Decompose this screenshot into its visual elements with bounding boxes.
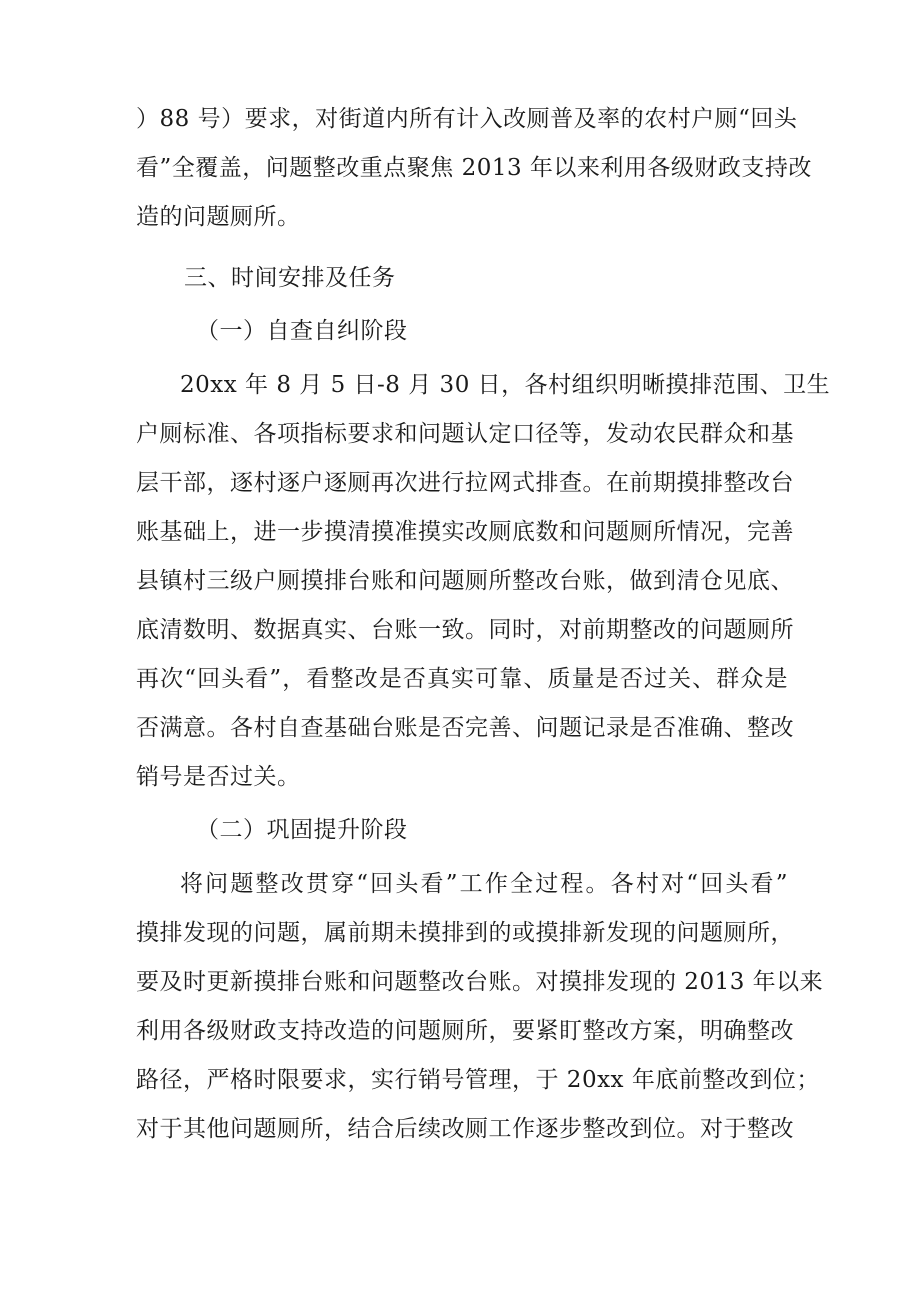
paragraph-2-line-8: 否满意。各村自查基础台账是否完善、问题记录是否准确、整改 <box>136 715 794 741</box>
paragraph-2-line-9: 销号是否过关。 <box>136 764 301 790</box>
paragraph-1-line-3: 造的问题厕所。 <box>136 204 301 230</box>
paragraph-2-line-1: 20xx 年 8 月 5 日-8 月 30 日，各村组织明晰摸排范围、卫生 <box>180 372 831 398</box>
paragraph-3-line-5: 路径，严格时限要求，实行销号管理，于 20xx 年底前整改到位； <box>136 1067 820 1093</box>
paragraph-2-line-3: 层干部，逐村逐户逐厕再次进行拉网式排查。在前期摸排整改台 <box>136 470 794 496</box>
paragraph-1-line-2: 看”全覆盖，问题整改重点聚焦 2013 年以来利用各级财政支持改 <box>136 155 812 181</box>
paragraph-2-line-5: 县镇村三级户厕摸排台账和问题厕所整改台账，做到清仓见底、 <box>136 568 794 594</box>
paragraph-3-line-2: 摸排发现的问题，属前期未摸排到的或摸排新发现的问题厕所， <box>136 920 794 946</box>
paragraph-2-line-2: 户厕标准、各项指标要求和问题认定口径等，发动农民群众和基 <box>136 421 794 447</box>
paragraph-2-line-7: 再次“回头看”，看整改是否真实可靠、质量是否过关、群众是 <box>136 666 788 692</box>
paragraph-1-line-1: ）88 号）要求，对街道内所有计入改厕普及率的农村户厕“回头 <box>136 106 798 132</box>
paragraph-2-line-4: 账基础上，进一步摸清摸准摸实改厕底数和问题厕所情况，完善 <box>136 519 794 545</box>
subsection-heading-1: （一）自查自纠阶段 <box>196 318 408 344</box>
paragraph-2-line-6: 底清数明、数据真实、台账一致。同时，对前期整改的问题厕所 <box>136 617 794 643</box>
subsection-heading-2: （二）巩固提升阶段 <box>196 817 408 843</box>
paragraph-3-line-3: 要及时更新摸排台账和问题整改台账。对摸排发现的 2013 年以来 <box>136 969 824 995</box>
section-heading-3: 三、时间安排及任务 <box>184 265 396 291</box>
paragraph-3-line-1: 将问题整改贯穿“回头看”工作全过程。各村对“回头看” <box>180 871 788 897</box>
paragraph-3-line-6: 对于其他问题厕所，结合后续改厕工作逐步整改到位。对于整改 <box>136 1116 794 1142</box>
paragraph-3-line-4: 利用各级财政支持改造的问题厕所，要紧盯整改方案，明确整改 <box>136 1018 794 1044</box>
